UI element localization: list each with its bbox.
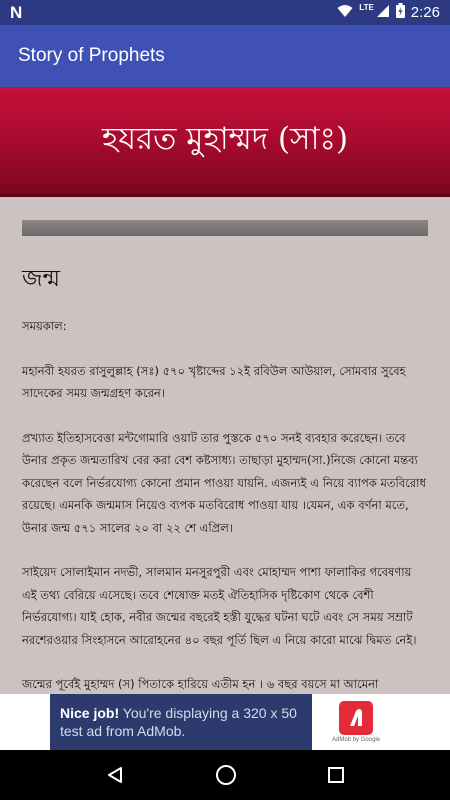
status-icons	[337, 3, 440, 22]
navigation-bar	[0, 750, 450, 800]
home-icon[interactable]	[215, 764, 237, 786]
section-heading: জন্ম	[22, 266, 60, 292]
clock: 2:26	[410, 4, 440, 21]
ad-byline: AdMob by Google	[331, 737, 381, 743]
network-type: LTE	[359, 3, 374, 12]
notification-n-icon: N	[10, 2, 23, 22]
story-paragraph: মহানবী হযরত রাসুলুল্লাহ (সঃ) ৫৭০ খৃষ্টাব্দের ১২ই রবিউল আউয়াল, সোমবার সুবেহ সাদেকের সময় জন্মগ্রহণ করেন।	[22, 363, 406, 400]
wifi-icon	[337, 4, 353, 22]
story-paragraph: সাইয়েদ সোলাইমান নদভী, সালমান মনসুরপুরী এবং মোহাম্মদ পাশা ফালাকির গবেষণায় এই তথ্য বেরিয়ে এসেছে। তবে শেষোক্ত মতই ঐতিহাসিক দৃষ্টিকোণ থেকে বেশী নির্ভরযোগ্য। যাই হোক, নবীর জন্মের বছরেই হস্তী যুদ্ধের ঘটনা ঘটে এবং সে সময় সম্রাট নরশেরওয়ার সিংহাসনে আরোহনের ৪০ বছর পূর্তি ছিল এ নিয়ে কারো মাঝে দ্বিমত নেই।	[22, 565, 417, 647]
admob-icon	[339, 701, 373, 735]
recents-icon[interactable]	[327, 766, 345, 784]
ad-area	[0, 694, 450, 750]
status-bar	[0, 0, 450, 25]
battery-icon	[396, 3, 405, 22]
signal-icon	[376, 4, 390, 22]
story-paragraph: জন্মের পূর্বেই মুহাম্মদ (স) পিতাকে হারিয়ে এতীম হন । ৬ বছর বয়সে মা আমেনা	[22, 677, 379, 691]
ad-body: You're displaying a 320 x 50 test ad from AdMob.	[60, 705, 297, 739]
prophet-banner	[0, 87, 450, 197]
story-paragraph: প্রখ্যাত ইতিহাসবেত্তা মন্টগোমারি ওয়াট তার পুস্তকে ৫৭০ সনই ব্যবহার করেছেন। তবে উনার প্রকৃত জন্মতারিখ বের করা বেশ কষ্টসাধ্য। তাছাড়া মুহাম্মদ(সা.)নিজে কোনো মন্তব্য করেছেন বলে নির্ভরযোগ্য কোনো প্রমান পাওয়া যায়নি. এজন্যই এ নিয়ে ব্যাপক মতবিরোধ রয়েছে। এমনকি জন্মমাস নিয়েও ব্যপক মতবিরোধ পাওয়া যায় ।যেমন, এক বর্ণনা মতে, উনার জন্ম ৫৭১ সালের ২০ বা ২২ শে এপ্রিল।	[22, 430, 426, 535]
admob-logo	[312, 694, 400, 750]
story-content[interactable]	[0, 200, 450, 694]
back-icon[interactable]	[105, 765, 125, 785]
divider-bar	[22, 220, 428, 236]
banner-title: হযরত মুহাম্মদ (সাঃ)	[101, 120, 349, 157]
app-title: Story of Prophets	[18, 45, 165, 66]
ad-headline: Nice job!	[60, 705, 120, 721]
app-bar	[0, 25, 450, 87]
admob-test-ad[interactable]	[50, 694, 400, 750]
period-label: সময়কাল:	[22, 319, 67, 333]
ad-text	[50, 704, 312, 740]
